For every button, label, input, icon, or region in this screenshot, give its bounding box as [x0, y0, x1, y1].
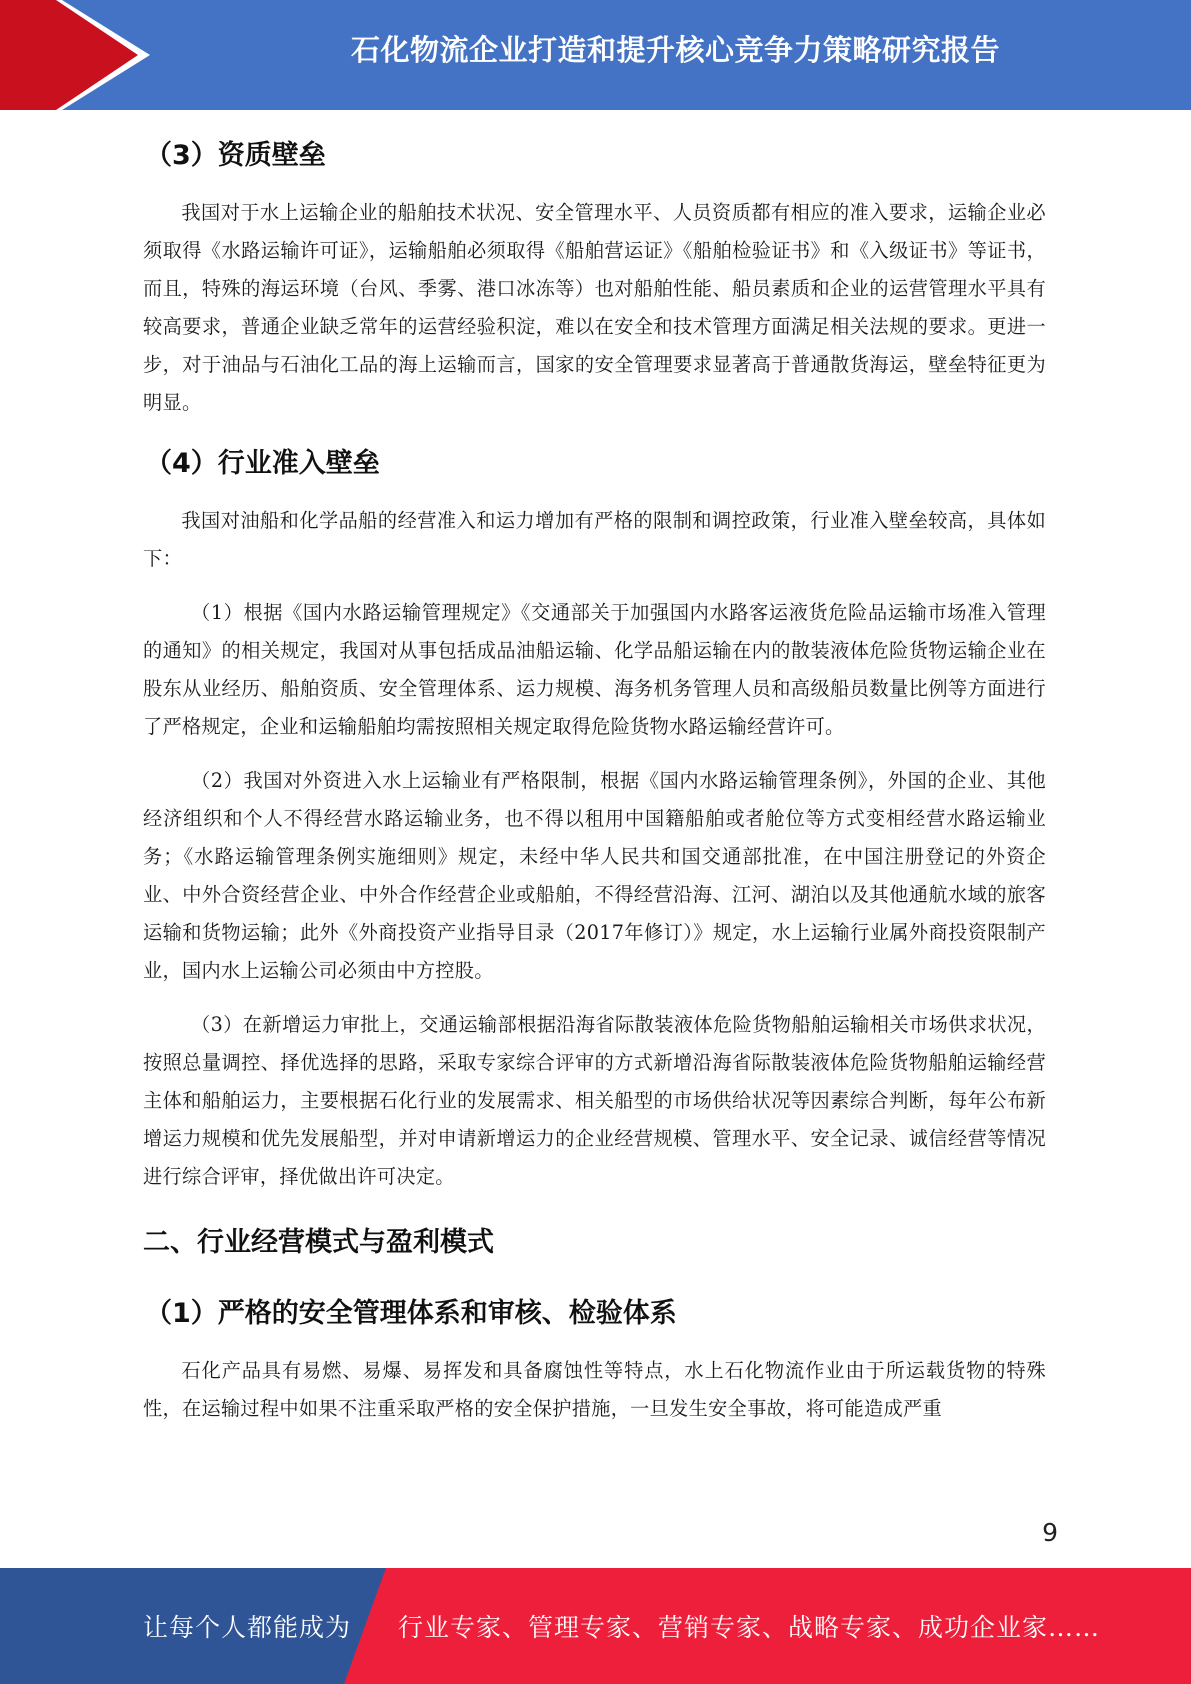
footer-slogan-right: 行业专家、管理专家、营销专家、战略专家、成功企业家…… [398, 1613, 1101, 1642]
footer-slogan-left: 让每个人都能成为 [143, 1613, 352, 1642]
paragraph-safety-management: 石化产品具有易燃、易爆、易挥发和具备腐蚀性等特点，水上石化物流作业由于所运载货物的特殊性，在运输过程中如果不注重采取严格的安全保护措施，一旦发生安全事故，将可能造成严重 [143, 1359, 1046, 1420]
page-number: 9 [1042, 1518, 1058, 1547]
section-heading-safety-management: （1）严格的安全管理体系和审核、检验体系 [145, 1298, 677, 1329]
chapter-heading-business-model: 二、行业经营模式与盈利模式 [143, 1227, 494, 1258]
paragraph-qualification-barrier: 我国对于水上运输企业的船舶技术状况、安全管理水平、人员资质都有相应的准入要求，运输企业必须取得《水路运输许可证》，运输船舶必须取得《船舶营运证》《船舶检验证书》和《入级证书》等证书，而且，特殊的海运环境（台风、季雾、港口冰冻等）也对船舶性能、船员素质和企业的运营管理水平具有较高要求，普通企业缺乏常年的运营经验积淀，难以在安全和技术管理方面满足相关法规的要求。更进一步，对于油品与石油化工品的海上运输而言，国家的安全管理要求显著高于普通散货海运，壁垒特征更为明显。 [143, 201, 1046, 414]
paragraph-entry-barrier-item-2: （2）我国对外资进入水上运输业有严格限制，根据《国内水路运输管理条例》，外国的企业、其他经济组织和个人不得经营水路运输业务，也不得以租用中国籍船舶或者舱位等方式变相经营水路运输业务；《水路运输管理条例实施细则》规定，未经中华人民共和国交通部批准，在中国注册登记的外资企业、中外合资经营企业、中外合作经营企业或船舶，不得经营沿海、江河、湖泊以及其他通航水域的旅客运输和货物运输；此外《外商投资产业指导目录（2017年修订）》规定，水上运输行业属外商投资限制产业，国内水上运输公司必须由中方控股。 [143, 769, 1046, 982]
paragraph-entry-barrier-item-3: （3）在新增运力审批上，交通运输部根据沿海省际散装液体危险货物船舶运输相关市场供求状况，按照总量调控、择优选择的思路，采取专家综合评审的方式新增沿海省际散装液体危险货物船舶运输经营主体和船舶运力，主要根据石化行业的发展需求、相关船型的市场供给状况等因素综合判断，每年公布新增运力规模和优先发展船型，并对申请新增运力的企业经营规模、管理水平、安全记录、诚信经营等情况进行综合评审，择优做出许可决定。 [143, 1013, 1046, 1188]
report-title: 石化物流企业打造和提升核心竞争力策略研究报告 [350, 33, 1000, 67]
page-header [0, 0, 1191, 110]
section-heading-industry-entry-barrier: （4）行业准入壁垒 [145, 448, 380, 479]
page-content [143, 130, 1046, 1428]
section-heading-qualification-barrier: （3）资质壁垒 [145, 140, 326, 171]
paragraph-entry-barrier-intro: 我国对油船和化学品船的经营准入和运力增加有严格的限制和调控政策，行业准入壁垒较高，具体如下： [143, 509, 1046, 570]
page-footer [0, 1568, 1191, 1684]
paragraph-entry-barrier-item-1: （1）根据《国内水路运输管理规定》《交通部关于加强国内水路客运液货危险品运输市场准入管理的通知》的相关规定，我国对从事包括成品油船运输、化学品船运输在内的散装液体危险货物运输企业在股东从业经历、船舶资质、安全管理体系、运力规模、海务机务管理人员和高级船员数量比例等方面进行了严格规定，企业和运输船舶均需按照相关规定取得危险货物水路运输经营许可。 [143, 601, 1046, 738]
